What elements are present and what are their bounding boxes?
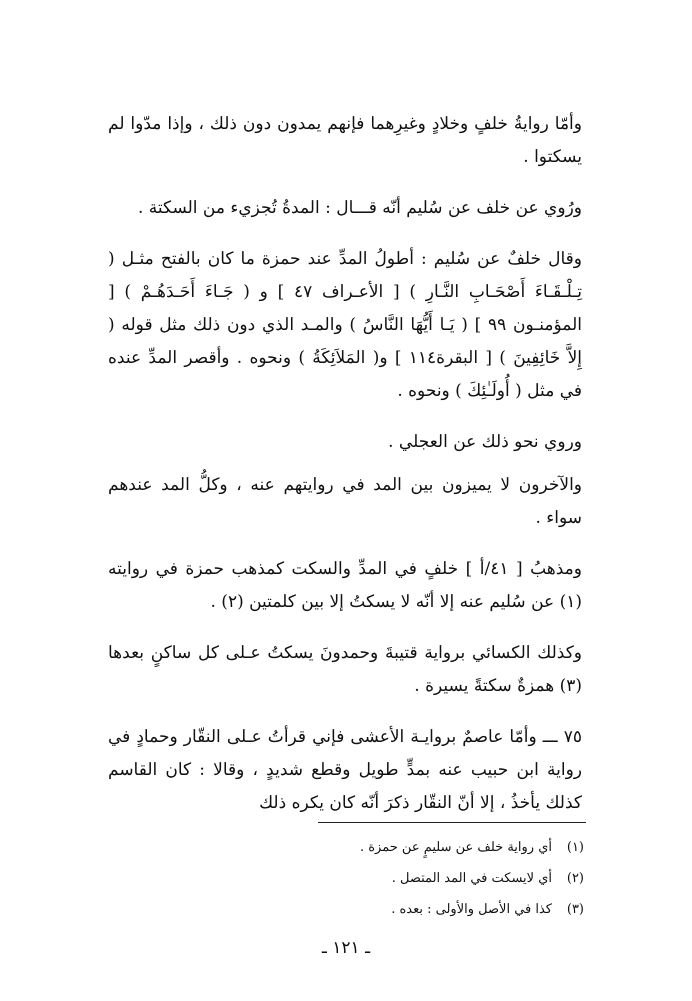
footnotes [264,832,584,925]
paragraph-7: وكذلك الكسائي برواية قتيبةَ وحمدونَ يسكتُ عـلى كل ساكنٍ بعدها (٣) همزةٌ سكتةً يسيرة . [108,643,582,696]
paragraph-5: والآخرون لا يميزون بين المد في روايتهم عنه ، وكلُّ المد عندهم سواء . [108,475,582,528]
footnote-1 [264,832,584,863]
footnote-separator [318,822,586,823]
paragraph-3: وقال خلفٌ عن سُليم : أطولُ المدِّ عند حمزة ما كان بالفتح مثـل ( تِـلْـقَـاءَ أَصْحَـابِ النَّـارِ ) [ الأعـراف ٤٧ ] و ( جَـاءَ أَحَـدَهُـمْ ) [ المؤمنـون ٩٩ ] ( يَـا أَيُّهَا النَّاسُ ) والمـد الذي دون ذلك مثل قوله ( إِلاَّ خَائِفِينَ ) [ البقرة١١٤ ] و( المَلاَئِكَةُ ) ونحوه . وأقصر المدِّ عنده في مثل ( أُولَـٰئِكَ ) ونحوه . [108,249,582,401]
paragraph-1: وأمّا روايةُ خلفٍ وخلادٍ وغيرِهما فإنهم يمدون دون ذلك ، وإذا مدّوا لم يسكتوا . [108,114,582,167]
footnote-3 [264,894,584,925]
paragraph-2: ورُوي عن خلف عن سُليم أنّه قـــال : المدةُ تُجزيء من السكتة . [138,198,582,218]
main-text [108,108,582,838]
footnote-text: أي رواية خلف عن سليمٍ عن حمزة . [359,840,552,855]
footnote-text: أي لايسكت في المد المتصل . [391,871,552,886]
paragraph-6: ومذهبُ [ ٤١/أ ] خلفٍ في المدِّ والسكت كمذهب حمزة في روايته (١) عن سُليم عنه إلا أنّه لا يسكتُ إلا بين كلمتين (٢) . [108,559,582,612]
page-number: ـ ١٢١ ـ [321,938,371,958]
footnote-text: كذا في الأصل والأولى : بعده . [391,902,552,917]
footnote-number: (٢) [566,871,584,886]
paragraph-4: وروي نحو ذلك عن العجلي . [388,432,582,452]
footnote-number: (١) [566,840,584,855]
paragraph-8: ٧٥ ـــ وأمّا عاصمٌ بروايـة الأعشى فإني قرأتُ عـلى النقّار وحمادٍ في رواية ابن حبيب عنه بمدٍّ طويل وقطع شديدٍ ، وقالا : كان القاسم كذلك يأخذُ ، إلا أنّ النقّار ذكرَ أنّه كان يكره ذلك [108,727,582,813]
footnote-2 [264,863,584,894]
footnote-number: (٣) [566,902,584,917]
